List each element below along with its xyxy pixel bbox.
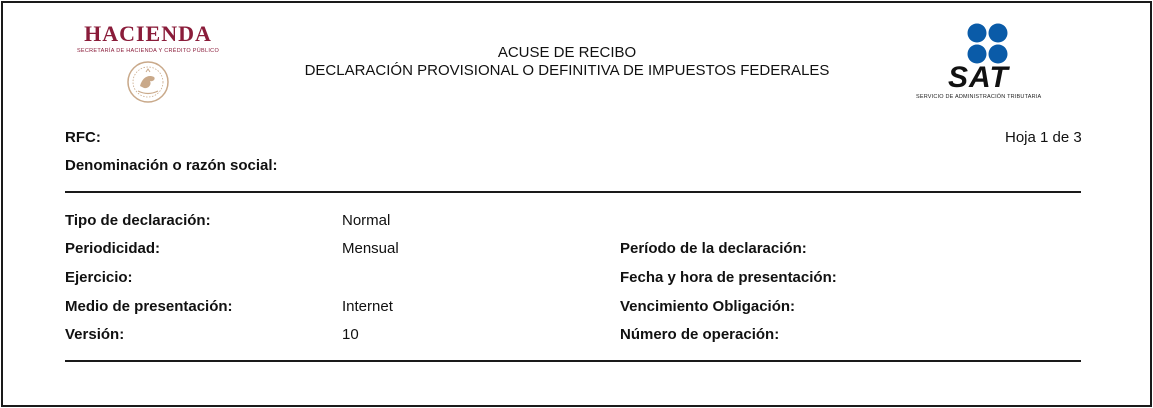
vencimiento-obligacion-label: Vencimiento Obligación: [620, 298, 796, 315]
divider-top [65, 191, 1081, 193]
sat-dots-icon [967, 23, 1009, 65]
title-line-2: DECLARACIÓN PROVISIONAL O DEFINITIVA DE IMPUESTOS FEDERALES [304, 62, 830, 79]
version-label: Versión: [65, 326, 125, 343]
fecha-presentacion-label: Fecha y hora de presentación: [620, 269, 837, 286]
version-value: 10 [342, 326, 359, 343]
tipo-declaracion-label: Tipo de declaración: [65, 212, 211, 229]
tipo-declaracion-value: Normal [342, 212, 391, 229]
title-line-1: ACUSE DE RECIBO [497, 44, 637, 61]
sat-logo-subtitle: SERVICIO DE ADMINISTRACIÓN TRIBUTARIA [916, 94, 1042, 100]
periodo-declaracion-label: Período de la declaración: [620, 240, 807, 257]
mexican-seal-icon [126, 60, 170, 104]
hacienda-logo [73, 21, 223, 109]
medio-presentacion-label: Medio de presentación: [65, 298, 233, 315]
periodicidad-label: Periodicidad: [65, 240, 161, 257]
sat-logo-wordmark: SAT [948, 61, 1009, 94]
medio-presentacion-value: Internet [342, 298, 393, 315]
document-frame [1, 1, 1152, 407]
ejercicio-label: Ejercicio: [65, 269, 133, 286]
periodicidad-value: Mensual [342, 240, 399, 257]
hacienda-logo-subtitle: SECRETARÍA DE HACIENDA Y CRÉDITO PÚBLICO [76, 48, 220, 54]
divider-bottom [65, 360, 1081, 362]
hacienda-logo-wordmark: HACIENDA [84, 21, 212, 46]
page-indicator: Hoja 1 de 3 [1005, 129, 1082, 146]
rfc-label: RFC: [65, 129, 101, 146]
document-title [267, 44, 867, 80]
razon-social-label: Denominación o razón social: [65, 157, 278, 174]
numero-operacion-label: Número de operación: [620, 326, 780, 343]
